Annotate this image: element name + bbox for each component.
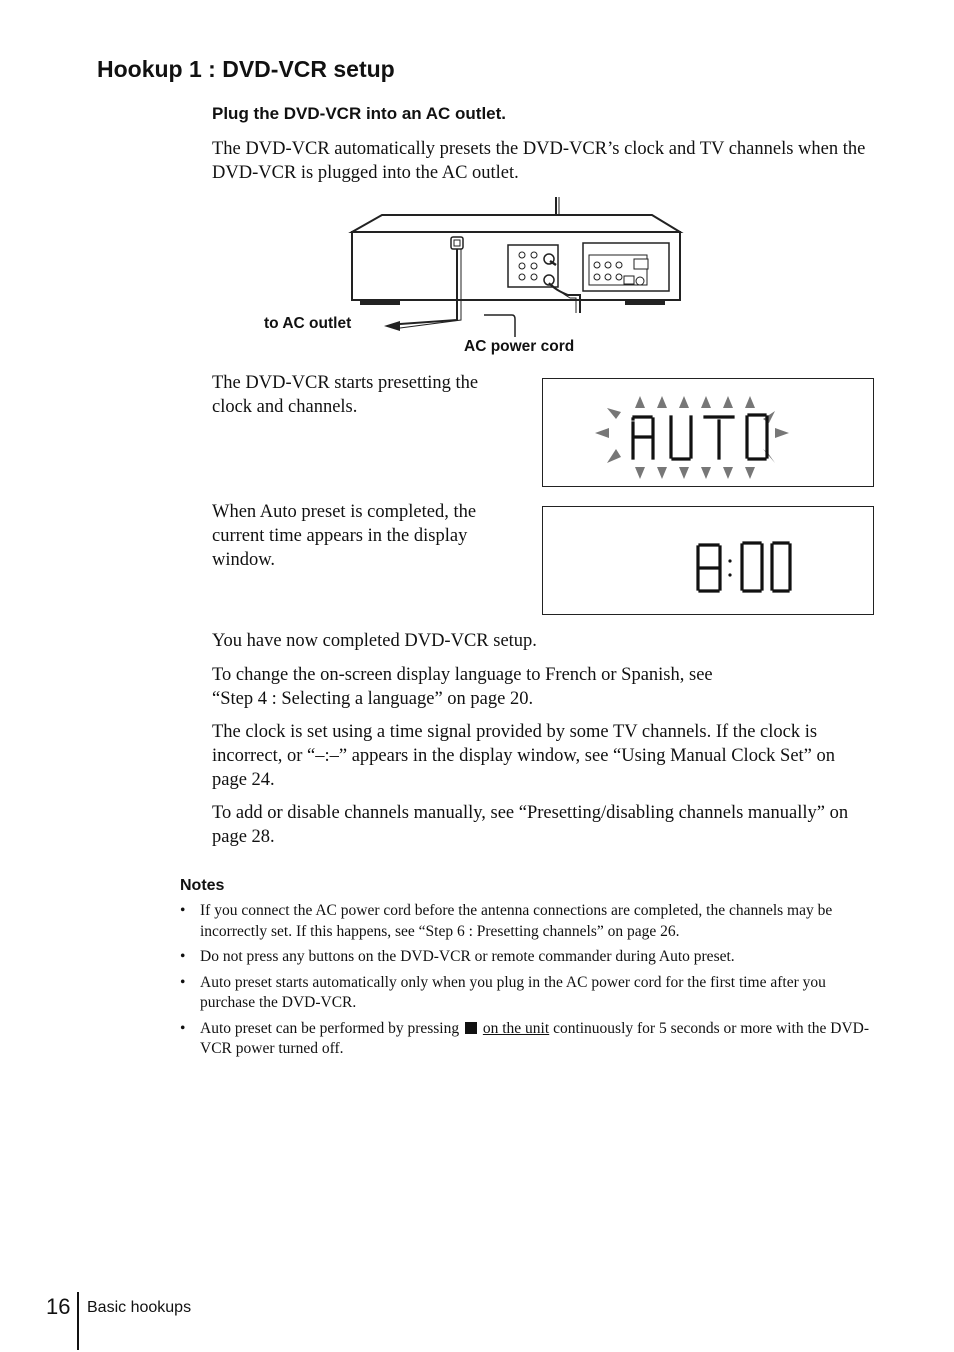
time-digits — [543, 507, 873, 614]
page-title: Hookup 1 : DVD-VCR setup — [97, 56, 395, 82]
channels-paragraph: To add or disable channels manually, see “Presetting/disabling channels manually” on page 28. — [212, 803, 849, 847]
notes-list — [180, 901, 880, 1065]
page-number: 16 — [46, 1294, 71, 1319]
step-heading: Plug the DVD-VCR into an AC outlet. — [212, 104, 507, 123]
note-item: • Do not press any buttons on the DVD-VCR or remote commander during Auto preset. — [180, 948, 735, 965]
language-paragraph — [212, 663, 872, 711]
done-paragraph: You have now completed DVD-VCR setup. — [212, 631, 537, 651]
clock-paragraph: The clock is set using a time signal provided by some TV channels. If the clock is incorrect, or “–:–” appears in the display window, see “Using Manual Clock Set” on page 24. — [212, 722, 836, 790]
presetting-paragraph: The DVD-VCR starts presetting the clock and channels. — [212, 373, 479, 417]
completed-paragraph: When Auto preset is completed, the current time appears in the display window. — [212, 502, 477, 570]
section-name: Basic hookups — [87, 1299, 192, 1316]
note-item: • Auto preset can be performed by pressing on the unit continuously for 5 seconds or more with the DVD-VCR power turned off. — [180, 1019, 870, 1057]
display-window-time — [542, 506, 874, 615]
auto-blinking-indicator — [543, 379, 873, 486]
language-line-1: To change the on-screen display language to French or Spanish, see — [212, 665, 713, 685]
note-item: • If you connect the AC power cord before the antenna connections are completed, the channels may be incorrectly set. If this happens, see “Step 6 : Presetting channels” on page 26. — [180, 902, 833, 940]
display-window-auto — [542, 378, 874, 487]
footer-divider — [77, 1292, 79, 1350]
language-line-2: “Step 4 : Selecting a language” on page 20. — [212, 689, 534, 709]
on-the-unit-text: on the unit — [482, 1019, 550, 1037]
power-cord-label: AC power cord — [464, 338, 575, 355]
stop-square-icon — [465, 1022, 477, 1034]
ac-outlet-label: to AC outlet — [264, 315, 352, 332]
notes-heading: Notes — [180, 877, 225, 894]
note-item: • Auto preset starts automatically only when you plug in the AC power cord for the first time after you purchase the DVD-VCR. — [180, 973, 826, 1011]
intro-paragraph: The DVD-VCR automatically presets the DVD-VCR’s clock and TV channels when the DVD-VCR is plugged into the AC outlet. — [212, 139, 866, 183]
